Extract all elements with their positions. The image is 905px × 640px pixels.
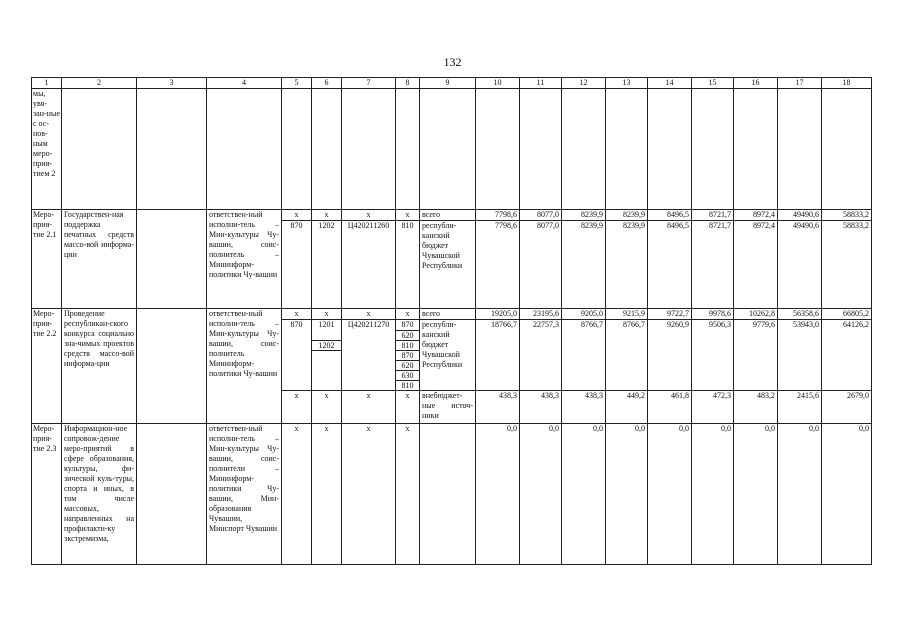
col-header: 5 [282,78,312,89]
value-cell: 8077,0 [520,221,562,309]
col-header: 16 [734,78,778,89]
section-code: x [312,210,342,221]
target-code: Ц420211260 [342,221,396,309]
expense-code: 630 [396,370,420,380]
event-description: Проведение республикан-ского конкурса социально зна-чимых проектов средств массо-вой информа-ции [62,309,137,424]
col-header: 8 [396,78,420,89]
table-row [32,309,872,320]
expense-code: 620 [396,330,420,340]
col-header: 7 [342,78,396,89]
section-code: 1202 [312,340,342,351]
header-row [32,78,872,89]
col-header: 11 [520,78,562,89]
section-code: x [312,424,342,565]
value-cell: 18766,7 [476,320,520,391]
value-cell: 0,0 [778,424,822,565]
executor: ответствен-ный исполни-тель – Мин-культуры Чу-вашии, соис-полнитель Мининформ-политики Чу-вашии [207,309,282,424]
expense-code: 620 [396,360,420,370]
value-cell: 53943,0 [778,320,822,391]
value-cell: 438,3 [562,391,606,424]
page-number: 132 [443,55,462,69]
value-cell: 19205,0 [476,309,520,320]
value-cell: 9506,3 [692,320,734,391]
executor: ответствен-ный исполни-тель – Мин-культуры Чу-вашии, соис-полнитель – Мининформ-политики Чу-вашии [207,210,282,309]
col-header: 17 [778,78,822,89]
value-cell: 9978,6 [692,309,734,320]
value-cell: 58833,2 [822,210,872,221]
value-cell: 8721,7 [692,221,734,309]
value-cell: 8972,4 [734,210,778,221]
col-header: 13 [606,78,648,89]
event-label: Меро-прия-тие 2.2 [32,309,62,424]
value-cell: 438,3 [520,391,562,424]
expense-code: 810 [396,380,420,390]
value-cell: 438,3 [476,391,520,424]
col-header: 2 [62,78,137,89]
funding-source: республи-канский бюджет Чувашской Республики [420,320,476,391]
value-cell: 0,0 [648,424,692,565]
expense-code: 810 [396,221,420,309]
section-code: 1202 [312,221,342,309]
value-cell: 472,3 [692,391,734,424]
value-cell: 8766,7 [562,320,606,391]
grbs-code: x [282,309,312,320]
col-header: 14 [648,78,692,89]
value-cell: 9215,9 [606,309,648,320]
funding-source: республи-канский бюджет Чувашской Республики [420,221,476,309]
col-header: 12 [562,78,606,89]
value-cell: 10262,8 [734,309,778,320]
value-cell: 49490,6 [778,210,822,221]
section-code: x [312,309,342,320]
value-cell: 22757,3 [520,320,562,391]
event-description: Информацион-ное сопровож-дение меро-приятий в сфере образования, культуры, фи-зической куль-туры, спорта и иных, в том числе массовых, направленных на профилакти-ку экстремизма, [62,424,137,565]
value-cell: 64126,2 [822,320,872,391]
expense-code: 810 [396,340,420,350]
expense-code: x [396,424,420,565]
value-cell: 7798,6 [476,221,520,309]
value-cell: 0,0 [606,424,648,565]
col-header: 15 [692,78,734,89]
value-cell: 49490,6 [778,221,822,309]
grbs-code: x [282,210,312,221]
value-cell: 7798,6 [476,210,520,221]
target-code: x [342,391,396,424]
value-cell: 66805,2 [822,309,872,320]
value-cell: 8721,7 [692,210,734,221]
grbs-code: 870 [282,221,312,309]
col-header: 18 [822,78,872,89]
value-cell: 0,0 [562,424,606,565]
value-cell: 9779,6 [734,320,778,391]
value-cell: 461,8 [648,391,692,424]
col-header: 9 [420,78,476,89]
expense-code: x [396,210,420,221]
value-cell: 483,2 [734,391,778,424]
funding-source: всего [420,210,476,221]
value-cell: 0,0 [476,424,520,565]
executor: ответствен-ный исполни-тель – Мин-культуры Чу-вашии, соис-полнители – Мининформ-политики Чу-вашии, Мин-образования Чувашии, Минспорт Чувашии [207,424,282,565]
grbs-code: 870 [282,320,312,391]
value-cell: 0,0 [822,424,872,565]
section-code: x [312,391,342,424]
value-cell: 8077,0 [520,210,562,221]
grbs-code: x [282,424,312,565]
expense-code: 870 [396,350,420,360]
value-cell: 8239,9 [606,210,648,221]
target-code: x [342,424,396,565]
expense-code: x [396,391,420,424]
value-cell: 8972,4 [734,221,778,309]
target-code: Ц420211270 [342,320,396,391]
target-code: x [342,309,396,320]
value-cell: 2679,0 [822,391,872,424]
value-cell: 23195,6 [520,309,562,320]
col-header: 6 [312,78,342,89]
funding-source [420,424,476,565]
value-cell: 8496,5 [648,221,692,309]
section-code: 1201 [318,320,335,329]
value-cell: 58833,2 [822,221,872,309]
value-cell: 8239,9 [606,221,648,309]
col-header: 10 [476,78,520,89]
value-cell: 56358,6 [778,309,822,320]
col-header: 3 [137,78,207,89]
value-cell: 9260,9 [648,320,692,391]
value-cell: 0,0 [520,424,562,565]
table-row [32,210,872,221]
value-cell: 0,0 [734,424,778,565]
event-label: Меро-прия-тие 2.1 [32,210,62,309]
table-row [32,424,872,565]
col-header: 1 [32,78,62,89]
col-header: 4 [207,78,282,89]
value-cell: 9722,7 [648,309,692,320]
expense-code: x [396,309,420,320]
funding-source: всего [420,309,476,320]
value-cell: 0,0 [692,424,734,565]
event-description: Государствен-ная поддержка печатных средств массо-вой информа-ции [62,210,137,309]
value-cell: 9205,0 [562,309,606,320]
value-cell: 2415,6 [778,391,822,424]
event-label: мы, увя-зан-ные с ос-нов-ным меро-прия-тием 2 [32,89,62,210]
event-label: Меро-прия-тие 2.3 [32,424,62,565]
funding-source: внебюджет-ные источ-ники [420,391,476,424]
value-cell: 8239,9 [562,221,606,309]
expense-code: 870 [401,320,414,329]
budget-table [31,77,872,565]
value-cell: 8239,9 [562,210,606,221]
grbs-code: x [282,391,312,424]
value-cell: 8496,5 [648,210,692,221]
table-row [32,89,872,210]
value-cell: 449,2 [606,391,648,424]
target-code: x [342,210,396,221]
value-cell: 8766,7 [606,320,648,391]
